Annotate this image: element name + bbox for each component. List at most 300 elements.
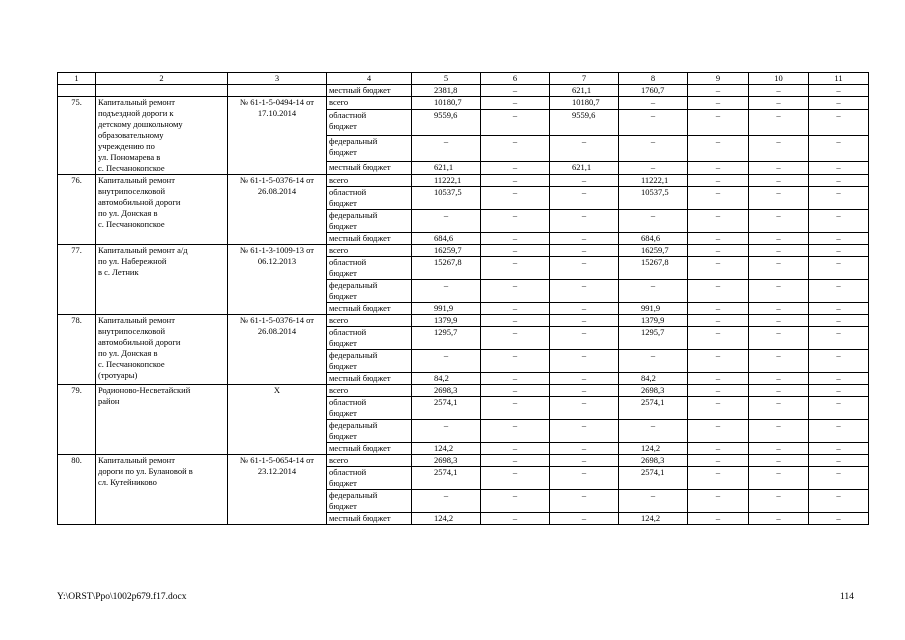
empty-cell — [58, 85, 96, 97]
object-name-line: по ул. Донская в — [98, 208, 158, 218]
budget-label — [327, 110, 412, 136]
value-cell: 16259,7 — [412, 245, 481, 257]
budget-label-line: всего — [329, 315, 349, 325]
value-cell: – — [481, 420, 550, 443]
object-name-line: подъездной дороги к — [98, 108, 174, 118]
value-cell: – — [809, 443, 869, 455]
value-cell: – — [481, 443, 550, 455]
value-cell: – — [550, 233, 619, 245]
value-cell: 124,2 — [412, 443, 481, 455]
table-row — [58, 85, 869, 97]
budget-label-line: областной — [329, 467, 367, 477]
budget-label — [327, 490, 412, 513]
value-cell: – — [619, 161, 688, 174]
value-cell: – — [688, 315, 749, 327]
value-cell: – — [809, 280, 869, 303]
budget-label-line: федеральный — [329, 420, 378, 430]
value-cell: – — [688, 373, 749, 385]
budget-label-line: областной — [329, 110, 367, 121]
value-cell: – — [749, 233, 809, 245]
value-cell: – — [688, 385, 749, 397]
value-cell: – — [809, 257, 869, 280]
budget-label-line: федеральный — [329, 280, 378, 290]
budget-label-line: всего — [329, 97, 349, 107]
object-name-line: автомобильной дороги — [98, 337, 181, 347]
value-cell: – — [481, 327, 550, 350]
value-cell: 2698,3 — [412, 385, 481, 397]
object-name-line: внутрипоселковой — [98, 186, 166, 196]
budget-label — [327, 187, 412, 210]
budget-label — [327, 373, 412, 385]
value-cell: – — [749, 135, 809, 161]
value-cell: – — [550, 513, 619, 525]
budget-label-line: бюджет — [329, 291, 357, 301]
value-cell: – — [412, 490, 481, 513]
document-ref-line: Х — [273, 385, 281, 395]
object-name-line: с. Песчанокопское — [98, 163, 165, 173]
value-cell: 10537,5 — [412, 187, 481, 210]
budget-label — [327, 135, 412, 161]
value-cell: – — [749, 245, 809, 257]
value-cell: – — [550, 443, 619, 455]
value-cell: – — [550, 397, 619, 420]
value-cell: 1379,9 — [619, 315, 688, 327]
document-ref-cell — [228, 455, 327, 525]
value-cell: 84,2 — [619, 373, 688, 385]
row-number: 78. — [58, 315, 96, 385]
value-cell: – — [550, 280, 619, 303]
object-name-line: учреждению по — [98, 141, 155, 151]
value-cell: 991,9 — [619, 303, 688, 315]
document-ref-cell — [228, 97, 327, 175]
column-header: 7 — [550, 73, 619, 85]
value-cell: – — [749, 397, 809, 420]
value-cell: – — [481, 245, 550, 257]
object-name-cell — [96, 315, 228, 385]
document-ref-line: № 61-1-5-0376-14 от — [239, 315, 315, 325]
value-cell: 15267,8 — [619, 257, 688, 280]
value-cell: – — [550, 420, 619, 443]
budget-label — [327, 210, 412, 233]
value-cell: – — [749, 210, 809, 233]
value-cell: – — [481, 187, 550, 210]
budget-label — [327, 303, 412, 315]
value-cell: – — [688, 210, 749, 233]
object-name-line: по ул. Донская в — [98, 348, 158, 358]
value-cell: – — [809, 303, 869, 315]
value-cell: – — [688, 97, 749, 110]
object-name-line: детскому дошкольному — [98, 119, 183, 129]
value-cell: 10180,7 — [550, 97, 619, 110]
value-cell: – — [619, 420, 688, 443]
column-header: 1 — [58, 73, 96, 85]
value-cell: – — [749, 97, 809, 110]
value-cell: 11222,1 — [412, 175, 481, 187]
column-header: 4 — [327, 73, 412, 85]
value-cell: – — [749, 420, 809, 443]
value-cell: – — [550, 385, 619, 397]
object-name-line: автомобильной дороги — [98, 197, 181, 207]
value-cell: – — [688, 187, 749, 210]
value-cell: 84,2 — [412, 373, 481, 385]
value-cell: – — [550, 135, 619, 161]
budget-label: местный бюджет — [327, 85, 412, 97]
value-cell: – — [481, 233, 550, 245]
budget-label-line: бюджет — [329, 361, 357, 371]
value-cell: – — [749, 467, 809, 490]
value-cell: – — [412, 210, 481, 233]
value-cell: – — [809, 467, 869, 490]
value-cell: – — [809, 420, 869, 443]
value-cell: – — [688, 455, 749, 467]
value-cell: – — [481, 97, 550, 110]
document-ref-line: № 61-1-5-0494-14 от — [239, 97, 315, 107]
object-name-line: район — [98, 396, 120, 406]
value-cell: – — [481, 303, 550, 315]
budget-label — [327, 257, 412, 280]
budget-label — [327, 513, 412, 525]
budget-label — [327, 385, 412, 397]
budget-label — [327, 420, 412, 443]
table-body — [58, 73, 869, 525]
budget-label — [327, 245, 412, 257]
value-cell: 124,2 — [619, 513, 688, 525]
table-row — [58, 245, 869, 257]
budget-label-line: местный бюджет — [329, 233, 391, 243]
budget-label-line: местный бюджет — [329, 161, 391, 172]
value-cell: 10180,7 — [412, 97, 481, 110]
value-cell: – — [749, 490, 809, 513]
budget-label-line: федеральный — [329, 135, 378, 146]
budget-label — [327, 161, 412, 174]
value-cell: – — [481, 161, 550, 174]
object-name-line: с. Песчанокопское — [98, 359, 165, 369]
value-cell: – — [481, 257, 550, 280]
column-header: 3 — [228, 73, 327, 85]
document-ref-line: № 61-1-5-0376-14 от — [239, 175, 315, 185]
document-path: Y:\ORST\Ppo\1002p679.f17.docx — [57, 592, 187, 602]
value-cell: – — [688, 233, 749, 245]
column-header: 2 — [96, 73, 228, 85]
budget-label-line: бюджет — [329, 198, 357, 208]
value-cell: – — [481, 373, 550, 385]
document-ref-cell — [228, 175, 327, 245]
value-cell: – — [749, 280, 809, 303]
value-cell: – — [481, 85, 550, 97]
value-cell: – — [749, 350, 809, 373]
column-header: 10 — [749, 73, 809, 85]
budget-label-line: бюджет — [329, 121, 357, 132]
object-name-line: внутрипоселковой — [98, 326, 166, 336]
value-cell: – — [481, 397, 550, 420]
value-cell: – — [688, 443, 749, 455]
value-cell: – — [550, 175, 619, 187]
value-cell: 2381,8 — [412, 85, 481, 97]
value-cell: – — [481, 490, 550, 513]
value-cell: – — [688, 513, 749, 525]
table-row — [58, 97, 869, 110]
value-cell: – — [809, 161, 869, 174]
budget-label-line: областной — [329, 327, 367, 337]
budget-label-line: федеральный — [329, 350, 378, 360]
value-cell: 621,1 — [412, 161, 481, 174]
value-cell: – — [749, 303, 809, 315]
object-name-line: Капитальный ремонт — [98, 315, 175, 325]
budget-label-line: всего — [329, 455, 349, 465]
value-cell: 10537,5 — [619, 187, 688, 210]
value-cell: 2574,1 — [412, 467, 481, 490]
budget-label-line: всего — [329, 245, 349, 255]
value-cell: – — [481, 110, 550, 136]
value-cell: 2698,3 — [412, 455, 481, 467]
value-cell: 2574,1 — [619, 467, 688, 490]
value-cell: – — [749, 513, 809, 525]
value-cell: 2574,1 — [619, 397, 688, 420]
budget-label — [327, 455, 412, 467]
column-header: 5 — [412, 73, 481, 85]
value-cell: – — [550, 373, 619, 385]
budget-label-line: местный бюджет — [329, 443, 391, 453]
value-cell: – — [688, 85, 749, 97]
value-cell: – — [749, 187, 809, 210]
budget-label-line: федеральный — [329, 490, 378, 500]
value-cell: – — [688, 490, 749, 513]
value-cell: – — [749, 443, 809, 455]
row-number: 79. — [58, 385, 96, 455]
value-cell: – — [481, 350, 550, 373]
table-row — [58, 175, 869, 187]
value-cell: – — [412, 350, 481, 373]
value-cell: – — [550, 303, 619, 315]
document-ref-line: 17.10.2014 — [257, 108, 297, 118]
value-cell: – — [619, 350, 688, 373]
budget-label-line: областной — [329, 187, 367, 197]
value-cell: – — [688, 161, 749, 174]
value-cell: – — [619, 210, 688, 233]
value-cell: – — [550, 210, 619, 233]
value-cell: – — [749, 257, 809, 280]
budget-label-line: всего — [329, 385, 349, 395]
value-cell: – — [688, 110, 749, 136]
document-ref-line: 06.12.2013 — [257, 256, 297, 266]
value-cell: – — [809, 373, 869, 385]
value-cell: – — [481, 135, 550, 161]
document-ref-cell — [228, 245, 327, 315]
row-number: 77. — [58, 245, 96, 315]
budget-label — [327, 443, 412, 455]
object-name-line: дороги по ул. Булановой в — [98, 466, 193, 476]
value-cell: – — [481, 315, 550, 327]
value-cell: – — [749, 385, 809, 397]
value-cell: – — [749, 110, 809, 136]
value-cell: 1295,7 — [619, 327, 688, 350]
value-cell: – — [688, 245, 749, 257]
document-ref-line: № 61-1-3-1009-13 от — [239, 245, 315, 255]
value-cell: – — [481, 455, 550, 467]
value-cell: – — [809, 210, 869, 233]
object-name-line: Капитальный ремонт а/д — [98, 245, 188, 255]
value-cell: – — [481, 513, 550, 525]
budget-label-line: бюджет — [329, 478, 357, 488]
budget-label-line: бюджет — [329, 146, 357, 157]
column-header: 11 — [809, 73, 869, 85]
budget-label — [327, 350, 412, 373]
empty-cell — [228, 85, 327, 97]
object-name-cell — [96, 455, 228, 525]
value-cell: – — [809, 110, 869, 136]
object-name-line: в с. Летник — [98, 267, 139, 277]
table-row — [58, 385, 869, 397]
value-cell: 15267,8 — [412, 257, 481, 280]
budget-table — [57, 72, 869, 525]
document-ref-line: 26.08.2014 — [257, 186, 297, 196]
value-cell: 124,2 — [619, 443, 688, 455]
budget-label — [327, 97, 412, 110]
value-cell: – — [688, 327, 749, 350]
column-header: 9 — [688, 73, 749, 85]
object-name-cell — [96, 175, 228, 245]
value-cell: 621,1 — [550, 161, 619, 174]
row-number: 80. — [58, 455, 96, 525]
document-ref-line: 26.08.2014 — [257, 326, 297, 336]
value-cell: – — [688, 175, 749, 187]
budget-label-line: бюджет — [329, 221, 357, 231]
budget-label — [327, 397, 412, 420]
value-cell: – — [481, 210, 550, 233]
value-cell: – — [550, 245, 619, 257]
value-cell: – — [749, 175, 809, 187]
value-cell: – — [550, 350, 619, 373]
budget-label-line: областной — [329, 257, 367, 267]
value-cell: – — [619, 97, 688, 110]
object-name-line: (тротуары) — [98, 370, 138, 380]
object-name-line: Капитальный ремонт — [98, 175, 175, 185]
value-cell: – — [550, 455, 619, 467]
document-ref-line: 23.12.2014 — [257, 466, 297, 476]
value-cell: 991,9 — [412, 303, 481, 315]
value-cell: – — [688, 135, 749, 161]
value-cell: – — [688, 303, 749, 315]
value-cell: – — [412, 280, 481, 303]
budget-label-line: всего — [329, 175, 349, 185]
object-name-cell — [96, 385, 228, 455]
value-cell: – — [809, 350, 869, 373]
budget-label — [327, 280, 412, 303]
budget-label-line: бюджет — [329, 338, 357, 348]
value-cell: – — [481, 175, 550, 187]
value-cell: – — [809, 245, 869, 257]
budget-label-line: местный бюджет — [329, 513, 391, 523]
value-cell: – — [809, 135, 869, 161]
object-name-cell — [96, 97, 228, 175]
budget-label-line: бюджет — [329, 431, 357, 441]
object-name-line: Капитальный ремонт — [98, 97, 175, 107]
document-ref-cell — [228, 385, 327, 455]
page-number: 114 — [840, 592, 854, 602]
value-cell: – — [550, 327, 619, 350]
value-cell: 2574,1 — [412, 397, 481, 420]
object-name-line: Родионово-Несветайский — [98, 385, 191, 395]
value-cell: 9559,6 — [412, 110, 481, 136]
value-cell: 1379,9 — [412, 315, 481, 327]
value-cell: – — [619, 490, 688, 513]
value-cell: – — [619, 280, 688, 303]
column-header: 8 — [619, 73, 688, 85]
object-name-line: по ул. Набережной — [98, 256, 167, 266]
value-cell: 684,6 — [412, 233, 481, 245]
value-cell: 1295,7 — [412, 327, 481, 350]
value-cell: 1760,7 — [619, 85, 688, 97]
value-cell: – — [809, 187, 869, 210]
budget-label — [327, 327, 412, 350]
object-name-line: ул. Пономарева в — [98, 152, 161, 162]
value-cell: 2698,3 — [619, 385, 688, 397]
value-cell: – — [550, 257, 619, 280]
document-ref-cell — [228, 315, 327, 385]
value-cell: – — [749, 455, 809, 467]
budget-label — [327, 175, 412, 187]
value-cell: – — [749, 373, 809, 385]
value-cell: – — [550, 467, 619, 490]
value-cell: 9559,6 — [550, 110, 619, 136]
budget-label-line: областной — [329, 397, 367, 407]
value-cell: – — [749, 315, 809, 327]
value-cell: 11222,1 — [619, 175, 688, 187]
budget-label-line: бюджет — [329, 501, 357, 511]
budget-label — [327, 315, 412, 327]
object-name-line: сл. Кутейниково — [98, 477, 157, 487]
budget-label-line: бюджет — [329, 408, 357, 418]
value-cell: – — [809, 385, 869, 397]
budget-label — [327, 233, 412, 245]
value-cell: – — [619, 135, 688, 161]
budget-label-line: федеральный — [329, 210, 378, 220]
row-number: 76. — [58, 175, 96, 245]
value-cell: – — [809, 85, 869, 97]
object-name-line: образовательному — [98, 130, 164, 140]
value-cell: – — [809, 315, 869, 327]
value-cell: – — [550, 315, 619, 327]
value-cell: – — [809, 490, 869, 513]
value-cell: – — [809, 513, 869, 525]
budget-label-line: местный бюджет — [329, 303, 391, 313]
value-cell: – — [688, 280, 749, 303]
value-cell: – — [809, 397, 869, 420]
object-name-line: с. Песчанокопское — [98, 219, 165, 229]
value-cell: 684,6 — [619, 233, 688, 245]
value-cell: – — [809, 455, 869, 467]
value-cell: – — [688, 257, 749, 280]
column-number-row — [58, 73, 869, 85]
value-cell: – — [809, 175, 869, 187]
object-name-line: Капитальный ремонт — [98, 455, 175, 465]
budget-label-line: местный бюджет — [329, 373, 391, 383]
value-cell: – — [481, 467, 550, 490]
column-header: 6 — [481, 73, 550, 85]
value-cell: – — [688, 350, 749, 373]
empty-cell — [96, 85, 228, 97]
value-cell: – — [481, 385, 550, 397]
object-name-cell — [96, 245, 228, 315]
value-cell: – — [688, 467, 749, 490]
value-cell: 2698,3 — [619, 455, 688, 467]
row-number: 75. — [58, 97, 96, 175]
value-cell: – — [481, 280, 550, 303]
value-cell: – — [809, 327, 869, 350]
budget-label-line: бюджет — [329, 268, 357, 278]
value-cell: – — [749, 327, 809, 350]
value-cell: – — [688, 420, 749, 443]
